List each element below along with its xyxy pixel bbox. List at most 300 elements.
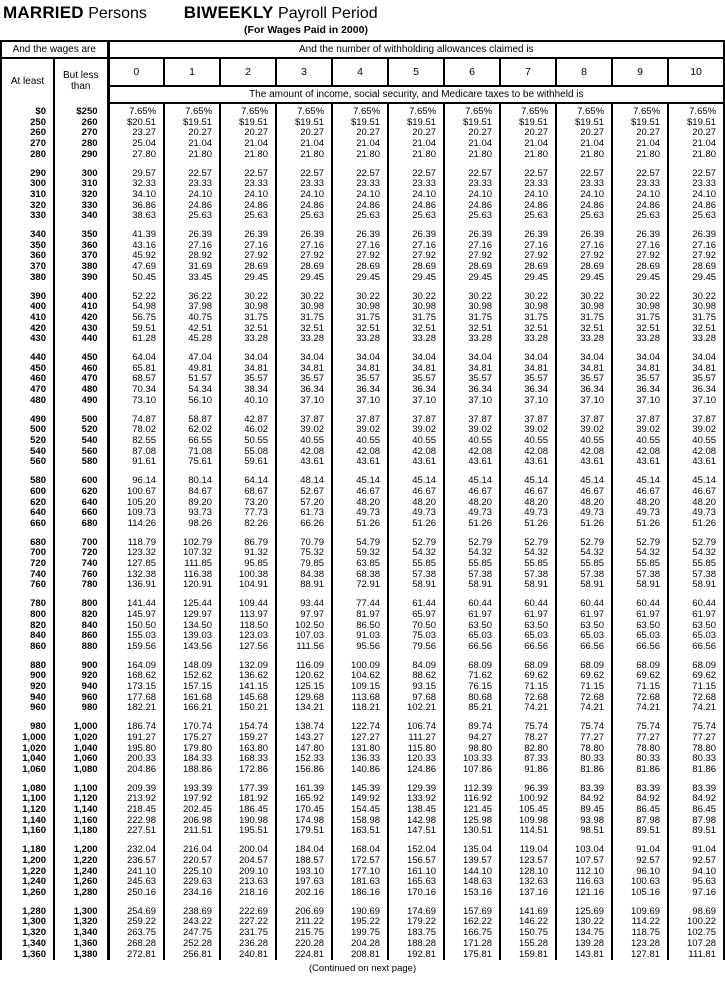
wage-at-least: 370 bbox=[1, 262, 54, 273]
wage-but-less: 660 bbox=[54, 508, 108, 519]
header-row-groups bbox=[1, 41, 724, 58]
tax-amount: 49.73 bbox=[332, 508, 388, 519]
tax-amount: 39.02 bbox=[332, 425, 388, 436]
tax-amount: 80.33 bbox=[612, 754, 668, 765]
tax-amount: 121.16 bbox=[556, 888, 612, 899]
tax-amount: 28.69 bbox=[388, 262, 444, 273]
tax-amount: 55.85 bbox=[444, 559, 500, 570]
separator-cell bbox=[164, 837, 220, 845]
tax-amount: 33.28 bbox=[556, 334, 612, 345]
tax-amount: 23.33 bbox=[388, 179, 444, 190]
tax-amount: 32.51 bbox=[612, 324, 668, 335]
wage-but-less: 1,020 bbox=[54, 733, 108, 744]
allowance-col-header: 8 bbox=[556, 58, 612, 86]
wage-but-less: 520 bbox=[54, 425, 108, 436]
wage-row bbox=[1, 907, 724, 918]
wage-row bbox=[1, 599, 724, 610]
tax-amount: 122.74 bbox=[332, 722, 388, 733]
tax-amount: 37.98 bbox=[164, 302, 220, 313]
tax-amount: 7.65% bbox=[612, 103, 668, 118]
tax-amount: 33.28 bbox=[444, 334, 500, 345]
tax-amount: 37.10 bbox=[668, 396, 724, 407]
tax-amount: 40.55 bbox=[444, 436, 500, 447]
tax-amount: 164.09 bbox=[108, 661, 164, 672]
wage-but-less: 350 bbox=[54, 230, 108, 241]
tax-amount: 52.22 bbox=[108, 292, 164, 303]
tax-amount: 21.04 bbox=[612, 139, 668, 150]
tax-amount: 65.03 bbox=[556, 631, 612, 642]
tax-amount: 20.27 bbox=[220, 128, 276, 139]
tax-amount: 80.14 bbox=[164, 476, 220, 487]
tax-amount: 202.45 bbox=[164, 805, 220, 816]
tax-amount: 24.10 bbox=[612, 190, 668, 201]
tax-amount: 80.68 bbox=[444, 693, 500, 704]
tax-amount: 30.22 bbox=[388, 292, 444, 303]
tax-amount: 116.63 bbox=[556, 877, 612, 888]
tax-amount: 78.80 bbox=[668, 744, 724, 755]
group-separator-row bbox=[1, 284, 724, 292]
tax-amount: 51.26 bbox=[556, 519, 612, 530]
separator-cell bbox=[388, 161, 444, 169]
wage-but-less: 560 bbox=[54, 447, 108, 458]
wage-at-least: 380 bbox=[1, 273, 54, 284]
tax-amount: 153.16 bbox=[444, 888, 500, 899]
tax-amount: 220.28 bbox=[276, 939, 332, 950]
separator-cell bbox=[556, 899, 612, 907]
allowance-col-header: 5 bbox=[388, 58, 444, 86]
wage-row bbox=[1, 364, 724, 375]
tax-amount: 37.10 bbox=[500, 396, 556, 407]
tax-amount: 50.45 bbox=[108, 273, 164, 284]
tax-amount: 32.51 bbox=[668, 324, 724, 335]
tax-amount: 27.16 bbox=[276, 241, 332, 252]
tax-amount: 81.97 bbox=[332, 610, 388, 621]
wage-row bbox=[1, 917, 724, 928]
wage-at-least: 1,300 bbox=[1, 917, 54, 928]
tax-amount: 29.45 bbox=[556, 273, 612, 284]
tax-amount: 28.69 bbox=[444, 262, 500, 273]
separator-cell bbox=[276, 345, 332, 353]
tax-amount: 40.55 bbox=[276, 436, 332, 447]
tax-amount: 96.10 bbox=[612, 867, 668, 878]
tax-amount: 27.80 bbox=[108, 150, 164, 161]
wage-but-less: 1,320 bbox=[54, 917, 108, 928]
tax-amount: 147.80 bbox=[276, 744, 332, 755]
separator-cell bbox=[668, 222, 724, 230]
tax-amount: 48.20 bbox=[500, 498, 556, 509]
tax-amount: 24.10 bbox=[276, 190, 332, 201]
tax-amount: 190.98 bbox=[220, 816, 276, 827]
tax-amount: 28.69 bbox=[220, 262, 276, 273]
tax-amount: 66.56 bbox=[444, 642, 500, 653]
separator-cell bbox=[54, 837, 108, 845]
tax-amount: 89.45 bbox=[556, 805, 612, 816]
tax-amount: 24.86 bbox=[164, 201, 220, 212]
separator-cell bbox=[164, 899, 220, 907]
tax-amount: 213.92 bbox=[108, 794, 164, 805]
separator-cell bbox=[668, 530, 724, 538]
separator-cell bbox=[164, 345, 220, 353]
tax-amount: 49.73 bbox=[444, 508, 500, 519]
tax-amount: 54.32 bbox=[444, 548, 500, 559]
tax-amount: 57.38 bbox=[668, 570, 724, 581]
tax-amount: 87.33 bbox=[500, 754, 556, 765]
separator-cell bbox=[612, 530, 668, 538]
tax-amount: 77.44 bbox=[332, 599, 388, 610]
tax-amount: 39.02 bbox=[668, 425, 724, 436]
tax-amount: 32.51 bbox=[332, 324, 388, 335]
tax-amount: 42.08 bbox=[612, 447, 668, 458]
tax-amount: 79.85 bbox=[276, 559, 332, 570]
tax-amount: 25.63 bbox=[220, 211, 276, 222]
wage-at-least: 980 bbox=[1, 722, 54, 733]
separator-cell bbox=[1, 714, 54, 722]
tax-amount: 65.03 bbox=[444, 631, 500, 642]
tax-amount: 236.28 bbox=[220, 939, 276, 950]
separator-cell bbox=[1, 161, 54, 169]
tax-amount: 34.81 bbox=[220, 364, 276, 375]
tax-amount: 28.69 bbox=[556, 262, 612, 273]
wage-row bbox=[1, 661, 724, 672]
wage-but-less: 680 bbox=[54, 519, 108, 530]
separator-cell bbox=[444, 837, 500, 845]
tax-amount: 27.92 bbox=[500, 251, 556, 262]
tax-amount: 48.14 bbox=[276, 476, 332, 487]
separator-cell bbox=[388, 222, 444, 230]
tax-amount: 75.74 bbox=[612, 722, 668, 733]
separator-cell bbox=[444, 222, 500, 230]
tax-amount: 33.28 bbox=[220, 334, 276, 345]
wage-but-less: 450 bbox=[54, 353, 108, 364]
wage-at-least: 1,220 bbox=[1, 867, 54, 878]
tax-amount: 213.63 bbox=[220, 877, 276, 888]
tax-amount: 42.51 bbox=[164, 324, 220, 335]
tax-amount: 97.68 bbox=[388, 693, 444, 704]
wage-but-less: 1,080 bbox=[54, 765, 108, 776]
tax-amount: 34.04 bbox=[444, 353, 500, 364]
separator-cell bbox=[108, 284, 164, 292]
tax-amount: 94.10 bbox=[668, 867, 724, 878]
tax-amount: 37.10 bbox=[388, 396, 444, 407]
tax-amount: 34.81 bbox=[444, 364, 500, 375]
wage-but-less: 470 bbox=[54, 374, 108, 385]
tax-amount: 52.79 bbox=[668, 538, 724, 549]
wage-row bbox=[1, 548, 724, 559]
wage-but-less: 760 bbox=[54, 570, 108, 581]
tax-amount: 211.22 bbox=[276, 917, 332, 928]
tax-amount: 47.04 bbox=[164, 353, 220, 364]
tax-amount: 27.92 bbox=[220, 251, 276, 262]
wage-row bbox=[1, 292, 724, 303]
tax-amount: 39.02 bbox=[276, 425, 332, 436]
header-row-allowances bbox=[1, 58, 724, 86]
separator-cell bbox=[612, 161, 668, 169]
wage-at-least: 280 bbox=[1, 150, 54, 161]
separator-cell bbox=[108, 530, 164, 538]
wage-row bbox=[1, 867, 724, 878]
separator-cell bbox=[332, 591, 388, 599]
tax-amount: 127.56 bbox=[220, 642, 276, 653]
tax-amount: 27.16 bbox=[332, 241, 388, 252]
tax-amount: 204.57 bbox=[220, 856, 276, 867]
separator-cell bbox=[164, 714, 220, 722]
amount-withheld-header: The amount of income, social security, and Medicare taxes to be withheld is bbox=[108, 86, 724, 103]
tax-amount: 139.28 bbox=[556, 939, 612, 950]
wage-row bbox=[1, 631, 724, 642]
wage-row bbox=[1, 794, 724, 805]
wage-at-least: 800 bbox=[1, 610, 54, 621]
tax-amount: 34.04 bbox=[556, 353, 612, 364]
wage-at-least: 400 bbox=[1, 302, 54, 313]
tax-amount: 95.56 bbox=[332, 642, 388, 653]
tax-amount: 78.80 bbox=[556, 744, 612, 755]
tax-amount: 34.81 bbox=[668, 364, 724, 375]
tax-amount: 59.32 bbox=[332, 548, 388, 559]
tax-amount: 29.45 bbox=[500, 273, 556, 284]
wage-but-less: 270 bbox=[54, 128, 108, 139]
tax-amount: 179.22 bbox=[388, 917, 444, 928]
tax-amount: 58.87 bbox=[164, 415, 220, 426]
tax-amount: 84.92 bbox=[668, 794, 724, 805]
wage-at-least: 780 bbox=[1, 599, 54, 610]
tax-amount: 60.44 bbox=[668, 599, 724, 610]
tax-amount: 61.97 bbox=[668, 610, 724, 621]
tax-amount: 170.74 bbox=[164, 722, 220, 733]
tax-amount: 26.39 bbox=[332, 230, 388, 241]
separator-cell bbox=[668, 776, 724, 784]
tax-amount: 193.10 bbox=[276, 867, 332, 878]
separator-cell bbox=[444, 345, 500, 353]
tax-amount: 105.16 bbox=[612, 888, 668, 899]
separator-cell bbox=[500, 714, 556, 722]
tax-amount: 87.98 bbox=[612, 816, 668, 827]
tax-amount: 92.57 bbox=[668, 856, 724, 867]
wage-row bbox=[1, 118, 724, 129]
wage-but-less: 1,240 bbox=[54, 867, 108, 878]
tax-amount: 202.16 bbox=[276, 888, 332, 899]
tax-amount: 48.20 bbox=[388, 498, 444, 509]
wage-at-least: 580 bbox=[1, 476, 54, 487]
wage-at-least: 480 bbox=[1, 396, 54, 407]
tax-amount: 61.97 bbox=[444, 610, 500, 621]
tax-amount: 41.39 bbox=[108, 230, 164, 241]
wage-but-less: 960 bbox=[54, 693, 108, 704]
tax-amount: 82.26 bbox=[220, 519, 276, 530]
wage-row bbox=[1, 642, 724, 653]
tax-amount: 52.67 bbox=[276, 487, 332, 498]
title-payroll-period: Payroll Period bbox=[278, 5, 378, 22]
separator-cell bbox=[164, 530, 220, 538]
tax-amount: 43.61 bbox=[500, 457, 556, 468]
tax-amount: 61.28 bbox=[108, 334, 164, 345]
tax-amount: 24.10 bbox=[164, 190, 220, 201]
separator-cell bbox=[500, 345, 556, 353]
wage-but-less: 1,340 bbox=[54, 928, 108, 939]
wage-row bbox=[1, 262, 724, 273]
tax-amount: 103.33 bbox=[444, 754, 500, 765]
tax-amount: 131.80 bbox=[332, 744, 388, 755]
wage-row bbox=[1, 353, 724, 364]
tax-amount: 183.75 bbox=[388, 928, 444, 939]
tax-amount: 31.75 bbox=[612, 313, 668, 324]
tax-amount: 58.91 bbox=[612, 580, 668, 591]
tax-amount: 68.09 bbox=[668, 661, 724, 672]
tax-amount: 45.14 bbox=[556, 476, 612, 487]
wage-row bbox=[1, 888, 724, 899]
tax-amount: 154.45 bbox=[332, 805, 388, 816]
separator-cell bbox=[164, 222, 220, 230]
separator-cell bbox=[332, 776, 388, 784]
tax-amount: 21.80 bbox=[444, 150, 500, 161]
tax-amount: 75.74 bbox=[668, 722, 724, 733]
tax-amount: 46.67 bbox=[612, 487, 668, 498]
tax-amount: 179.51 bbox=[276, 826, 332, 837]
tax-amount: 7.65% bbox=[108, 103, 164, 118]
tax-amount: 28.69 bbox=[612, 262, 668, 273]
separator-cell bbox=[444, 161, 500, 169]
tax-amount: 51.26 bbox=[500, 519, 556, 530]
separator-cell bbox=[500, 899, 556, 907]
tax-amount: 23.33 bbox=[444, 179, 500, 190]
tax-amount: 58.91 bbox=[444, 580, 500, 591]
table-body bbox=[1, 103, 724, 960]
tax-amount: 107.03 bbox=[276, 631, 332, 642]
tax-amount: 42.08 bbox=[668, 447, 724, 458]
tax-amount: 125.15 bbox=[276, 682, 332, 693]
tax-amount: 149.92 bbox=[332, 794, 388, 805]
tax-amount: 48.20 bbox=[612, 498, 668, 509]
tax-amount: 145.97 bbox=[108, 610, 164, 621]
separator-cell bbox=[668, 284, 724, 292]
tax-amount: 46.67 bbox=[444, 487, 500, 498]
tax-amount: 192.81 bbox=[388, 950, 444, 961]
tax-amount: 55.85 bbox=[612, 559, 668, 570]
tax-amount: 115.80 bbox=[388, 744, 444, 755]
tax-amount: 147.51 bbox=[388, 826, 444, 837]
wage-row bbox=[1, 519, 724, 530]
tax-amount: 63.50 bbox=[668, 621, 724, 632]
wage-row bbox=[1, 103, 724, 118]
tax-amount: 120.33 bbox=[388, 754, 444, 765]
wage-at-least: 260 bbox=[1, 128, 54, 139]
tax-amount: 7.65% bbox=[388, 103, 444, 118]
tax-amount: 30.22 bbox=[220, 292, 276, 303]
tax-amount: 69.62 bbox=[556, 671, 612, 682]
tax-amount: 75.61 bbox=[164, 457, 220, 468]
separator-cell bbox=[388, 714, 444, 722]
tax-amount: 45.14 bbox=[444, 476, 500, 487]
tax-amount: 25.63 bbox=[612, 211, 668, 222]
wage-at-least: 470 bbox=[1, 385, 54, 396]
tax-amount: 35.57 bbox=[388, 374, 444, 385]
wage-row bbox=[1, 211, 724, 222]
tax-amount: 240.81 bbox=[220, 950, 276, 961]
tax-amount: 107.57 bbox=[556, 856, 612, 867]
tax-amount: 93.15 bbox=[388, 682, 444, 693]
wage-row bbox=[1, 251, 724, 262]
tax-amount: 98.80 bbox=[444, 744, 500, 755]
separator-cell bbox=[668, 345, 724, 353]
tax-amount: 25.63 bbox=[668, 211, 724, 222]
tax-amount: 150.75 bbox=[500, 928, 556, 939]
separator-cell bbox=[276, 591, 332, 599]
wage-but-less: 370 bbox=[54, 251, 108, 262]
tax-amount: 30.22 bbox=[668, 292, 724, 303]
separator-cell bbox=[556, 530, 612, 538]
separator-cell bbox=[1, 899, 54, 907]
wage-at-least: 490 bbox=[1, 415, 54, 426]
tax-amount: 33.28 bbox=[276, 334, 332, 345]
tax-amount: 32.51 bbox=[388, 324, 444, 335]
tax-amount: 188.28 bbox=[388, 939, 444, 950]
tax-amount: 22.57 bbox=[612, 169, 668, 180]
separator-cell bbox=[444, 530, 500, 538]
separator-cell bbox=[332, 468, 388, 476]
tax-amount: 27.92 bbox=[668, 251, 724, 262]
tax-amount: 65.03 bbox=[668, 631, 724, 642]
tax-amount: 263.75 bbox=[108, 928, 164, 939]
wage-row bbox=[1, 928, 724, 939]
separator-cell bbox=[500, 407, 556, 415]
wage-at-least: 1,060 bbox=[1, 765, 54, 776]
tax-amount: 136.62 bbox=[220, 671, 276, 682]
separator-cell bbox=[220, 407, 276, 415]
tax-amount: 69.62 bbox=[500, 671, 556, 682]
tax-amount: 184.33 bbox=[164, 754, 220, 765]
tax-amount: 22.57 bbox=[556, 169, 612, 180]
tax-amount: 55.85 bbox=[388, 559, 444, 570]
separator-cell bbox=[388, 899, 444, 907]
tax-amount: 134.50 bbox=[164, 621, 220, 632]
tax-amount: 52.79 bbox=[388, 538, 444, 549]
wage-at-least: 500 bbox=[1, 425, 54, 436]
tax-amount: 42.08 bbox=[276, 447, 332, 458]
tax-amount: 231.75 bbox=[220, 928, 276, 939]
separator-cell bbox=[1, 653, 54, 661]
tax-amount: 84.92 bbox=[612, 794, 668, 805]
tax-amount: 27.16 bbox=[556, 241, 612, 252]
wage-row bbox=[1, 939, 724, 950]
tax-amount: 80.33 bbox=[668, 754, 724, 765]
separator-cell bbox=[276, 776, 332, 784]
tax-amount: 134.75 bbox=[556, 928, 612, 939]
wage-row bbox=[1, 334, 724, 345]
page-subtitle: (For Wages Paid in 2000) bbox=[244, 24, 368, 36]
allowances-claimed-header: And the number of withholding allowances claimed is bbox=[108, 41, 724, 58]
tax-amount: 63.85 bbox=[332, 559, 388, 570]
wage-but-less: 700 bbox=[54, 538, 108, 549]
wage-row bbox=[1, 826, 724, 837]
tax-amount: 54.32 bbox=[556, 548, 612, 559]
tax-amount: 42.08 bbox=[500, 447, 556, 458]
tax-amount: 57.38 bbox=[388, 570, 444, 581]
tax-amount: 220.57 bbox=[164, 856, 220, 867]
allowance-col-header: 3 bbox=[276, 58, 332, 86]
tax-amount: 127.85 bbox=[108, 559, 164, 570]
tax-amount: 155.28 bbox=[500, 939, 556, 950]
tax-amount: 118.50 bbox=[220, 621, 276, 632]
wage-at-least: 540 bbox=[1, 447, 54, 458]
tax-amount: 65.03 bbox=[612, 631, 668, 642]
tax-amount: 156.86 bbox=[276, 765, 332, 776]
separator-cell bbox=[556, 407, 612, 415]
tax-amount: 30.98 bbox=[612, 302, 668, 313]
wage-but-less: 1,160 bbox=[54, 816, 108, 827]
separator-cell bbox=[500, 161, 556, 169]
tax-amount: 132.63 bbox=[500, 877, 556, 888]
wage-at-least: 350 bbox=[1, 241, 54, 252]
wage-but-less: 820 bbox=[54, 610, 108, 621]
